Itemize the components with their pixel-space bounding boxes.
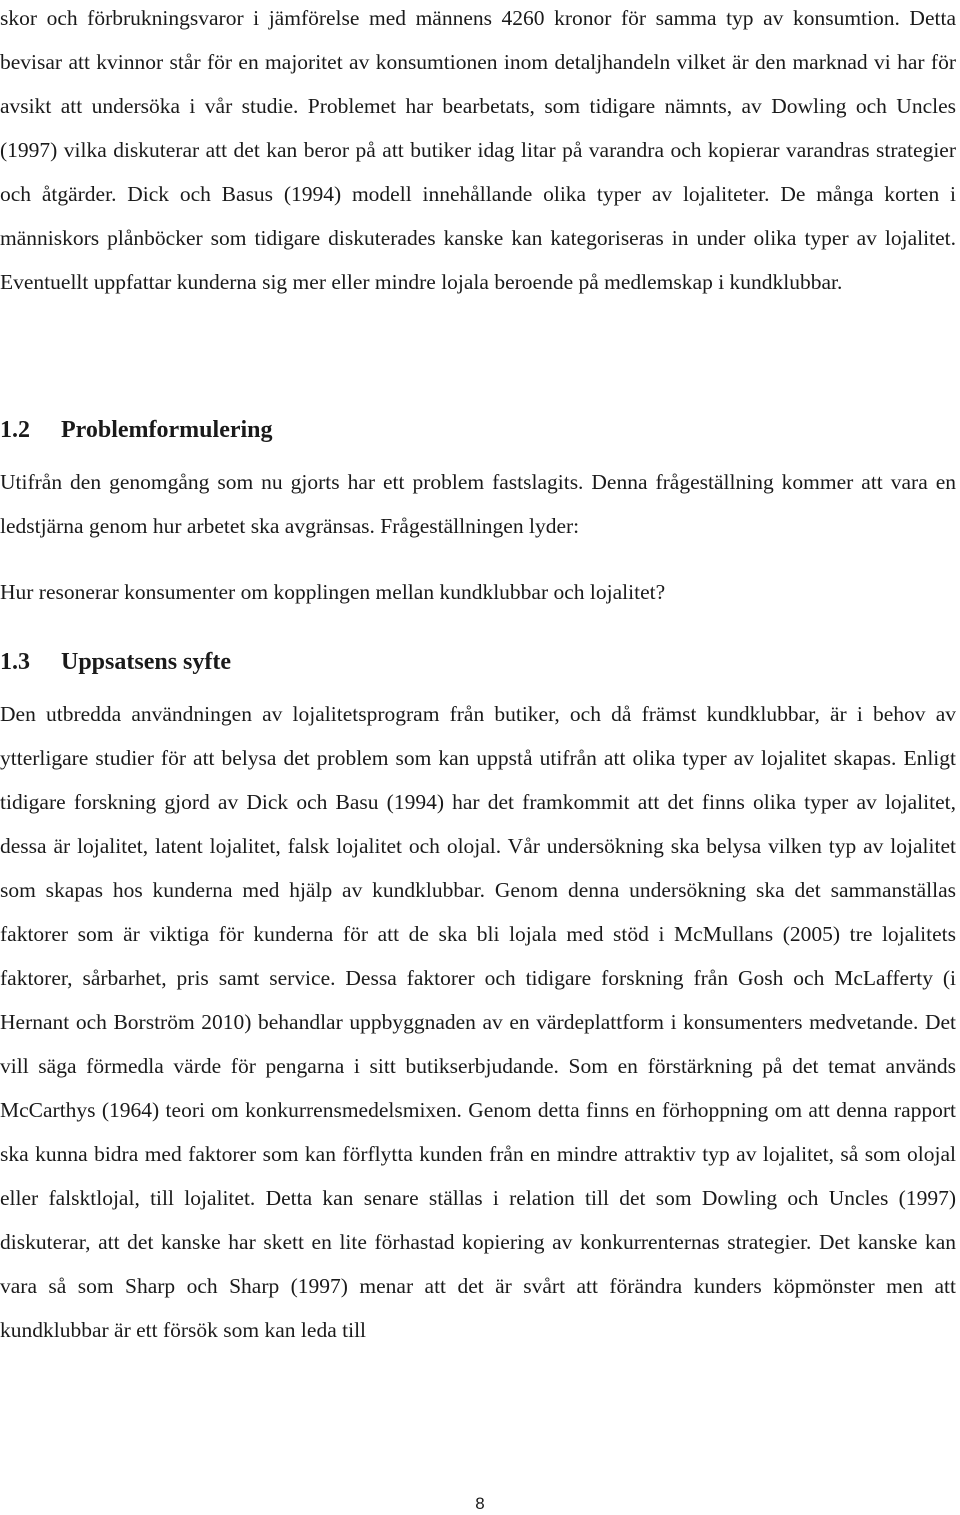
section-number: 1.2 <box>0 417 30 443</box>
intro-paragraph: skor och förbrukningsvaror i jämförelse med männens 4260 kronor för samma typ av konsumtion. Detta bevisar att kvinnor står för en majoritet av konsumtionen inom detaljhandeln vilket är den marknad vi har för avsikt att undersöka i vår studie. Problemet har bearbetats, som tidigare nämnts, av Dowling och Uncles (1997) vilka diskuterar att det kan beror på att butiker idag litar på varandra och kopierar varandras strategier och åtgärder. Dick och Basus (1994) modell innehållande olika typer av lojaliteter. De många korten i människors plånböcker som tidigare diskuterades kanske kan kategoriseras in under olika typer av lojalitet. Eventuellt uppfattar kunderna sig mer eller mindre lojala beroende på medlemskap i kundklubbar. <box>0 6 956 294</box>
problem-paragraph: Utifrån den genomgång som nu gjorts har ett problem fastslagits. Denna frågeställning kommer att vara en ledstjärna genom hur arbetet ska avgränsas. Frågeställningen lyder: <box>0 470 956 538</box>
research-question: Hur resonerar konsumenter om kopplingen mellan kundklubbar och lojalitet? <box>0 580 666 604</box>
section-heading-uppsatsens-syfte <box>0 647 231 677</box>
section-title: Problemformulering <box>61 417 273 443</box>
page-number: 8 <box>475 1494 485 1513</box>
section-heading-problemformulering <box>0 415 273 445</box>
section-number: 1.3 <box>0 649 30 675</box>
purpose-paragraph: Den utbredda användningen av lojalitetsprogram från butiker, och då främst kundklubbar, är i behov av ytterligare studier för att belysa det problem som kan uppstå utifrån att olika typer av lojalitet skapas. Enligt tidigare forskning gjord av Dick och Basu (1994) har det framkommit att det finns olika typer av lojalitet, dessa är lojalitet, latent lojalitet, falsk lojalitet och olojal. Vår undersökning ska belysa vilken typ av lojalitet som skapas hos kunderna med hjälp av kundklubbar. Genom denna undersökning ska det sammanställas faktorer som är viktiga för kunderna för att de ska bli lojala med stöd i McMullans (2005) tre lojalitets faktorer, sårbarhet, pris samt service. Dessa faktorer och tidigare forskning från Gosh och McLafferty (i Hernant och Borström 2010) behandlar uppbyggnaden av en värdeplattform i konsumenters medvetande. Det vill säga förmedla värde för pengarna i sitt butikserbjudande. Som en förstärkning på det temat används McCarthys (1964) teori om konkurrensmedelsmixen. Genom detta finns en förhoppning om att denna rapport ska kunna bidra med faktorer som kan förflytta kunden från en mindre attraktiv typ av lojalitet, så som olojal eller falsktlojal, till lojalitet. Detta kan senare ställas i relation till det som Dowling och Uncles (1997) diskuterar, att det kanske har skett en lite förhastad kopiering av konkurrenternas strategier. Det kanske kan vara så som Sharp och Sharp (1997) menar att det är svårt att förändra kunders köpmönster men att kundklubbar är ett försök som kan leda till <box>0 702 956 1342</box>
section-title: Uppsatsens syfte <box>61 649 232 675</box>
